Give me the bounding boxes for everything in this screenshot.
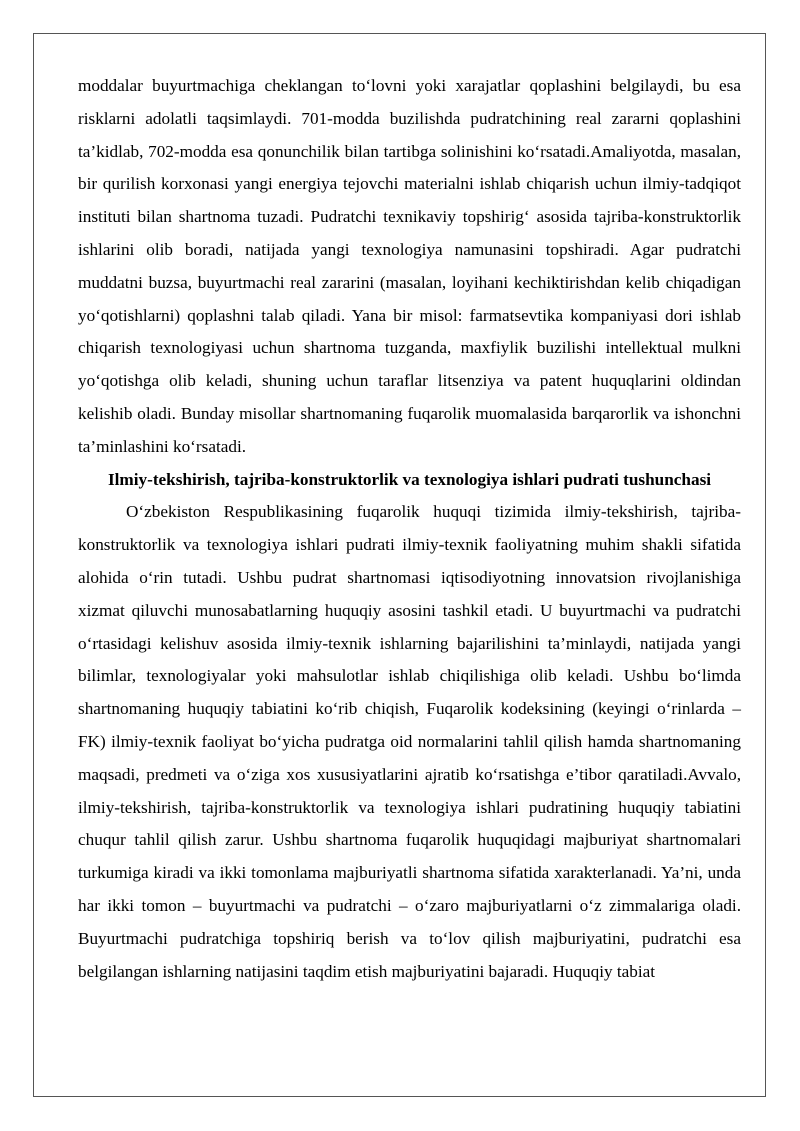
body-paragraph: O‘zbekiston Respublikasining fuqarolik huquqi tizimida ilmiy-tekshirish, tajriba-konstruktorlik va texnologiya ishlari pudrati ilmiy-texnik faoliyatning muhim shakli sifatida alohida o‘rin tutadi. Ushbu pudrat shartnomasi iqtisodiyotning innovatsion rivojlanishiga xizmat qiluvchi munosabatlarning huquqiy asosini tashkil etadi. U buyurtmachi va pudratchi o‘rtasidagi kelishuv asosida ilmiy-texnik ishlarning bajarilishini ta’minlaydi, natijada yangi bilimlar, texnologiyalar yoki mahsulotlar ishlab chiqilishiga olib keladi. Ushbu bo‘limda shartnomaning huquqiy tabiatini ko‘rib chiqish, Fuqarolik kodeksining (keyingi o‘rinlarda – FK) ilmiy-texnik faoliyat bo‘yicha pudratga oid normalarini tahlil qilish hamda shartnomaning maqsadi, predmeti va o‘ziga xos xususiyatlarini ajratib ko‘rsatishga e’tibor qaratiladi.Avvalo, ilmiy-tekshirish, tajriba-konstruktorlik va texnologiya ishlari pudratining huquqiy tabiatini chuqur tahlil qilish zarur. Ushbu shartnoma fuqarolik huquqidagi majburiyat shartnomalari turkumiga kiradi va ikki tomonlama majburiyatli shartnoma sifatida xarakterlanadi. Ya’ni, unda har ikki tomon – buyurtmachi va pudratchi – o‘zaro majburiyatlarni o‘z zimmalariga oladi. Buyurtmachi pudratchiga topshiriq berish va to‘lov qilish majburiyatini, pudratchi esa belgilangan ishlarning natijasini taqdim etish majburiyatini bajaradi. Huquqiy tabiat: [78, 502, 741, 981]
section-heading: Ilmiy-tekshirish, tajriba-konstruktorlik va texnologiya ishlari pudrati tushunchasi: [107, 469, 712, 489]
body-paragraph: moddalar buyurtmachiga cheklangan to‘lovni yoki xarajatlar qoplashini belgilaydi, bu esa risklarni adolatli taqsimlaydi. 701-modda buzilishda pudratchining real zararni qoplashini ta’kidlab, 702-modda esa qonunchilik bilan tartibga solinishini ko‘rsatadi.Amaliyotda, masalan, bir qurilish korxonasi yangi energiya tejovchi materialni ishlab chiqarish uchun ilmiy-tadqiqot instituti bilan shartnoma tuzadi. Pudratchi texnikaviy topshirig‘ asosida tajriba-konstruktorlik ishlarini olib boradi, natijada yangi texnologiya namunasini topshiradi. Agar pudratchi muddatni buzsa, buyurtmachi real zararini (masalan, loyihani kechiktirishdan kelib chiqadigan yo‘qotishlarni) qoplashni talab qiladi. Yana bir misol: farmatsevtika kompaniyasi dori ishlab chiqarish texnologiyasi uchun shartnoma tuzganda, maxfiylik buzilishi intellektual mulkni yo‘qotishga olib keladi, shuning uchun taraflar litsenziya va patent huquqlarini oldindan kelishib oladi. Bunday misollar shartnomaning fuqarolik muomalasida barqarorlik va ishonchni ta’minlashini ko‘rsatadi.: [78, 76, 741, 456]
page-content: [78, 70, 741, 988]
